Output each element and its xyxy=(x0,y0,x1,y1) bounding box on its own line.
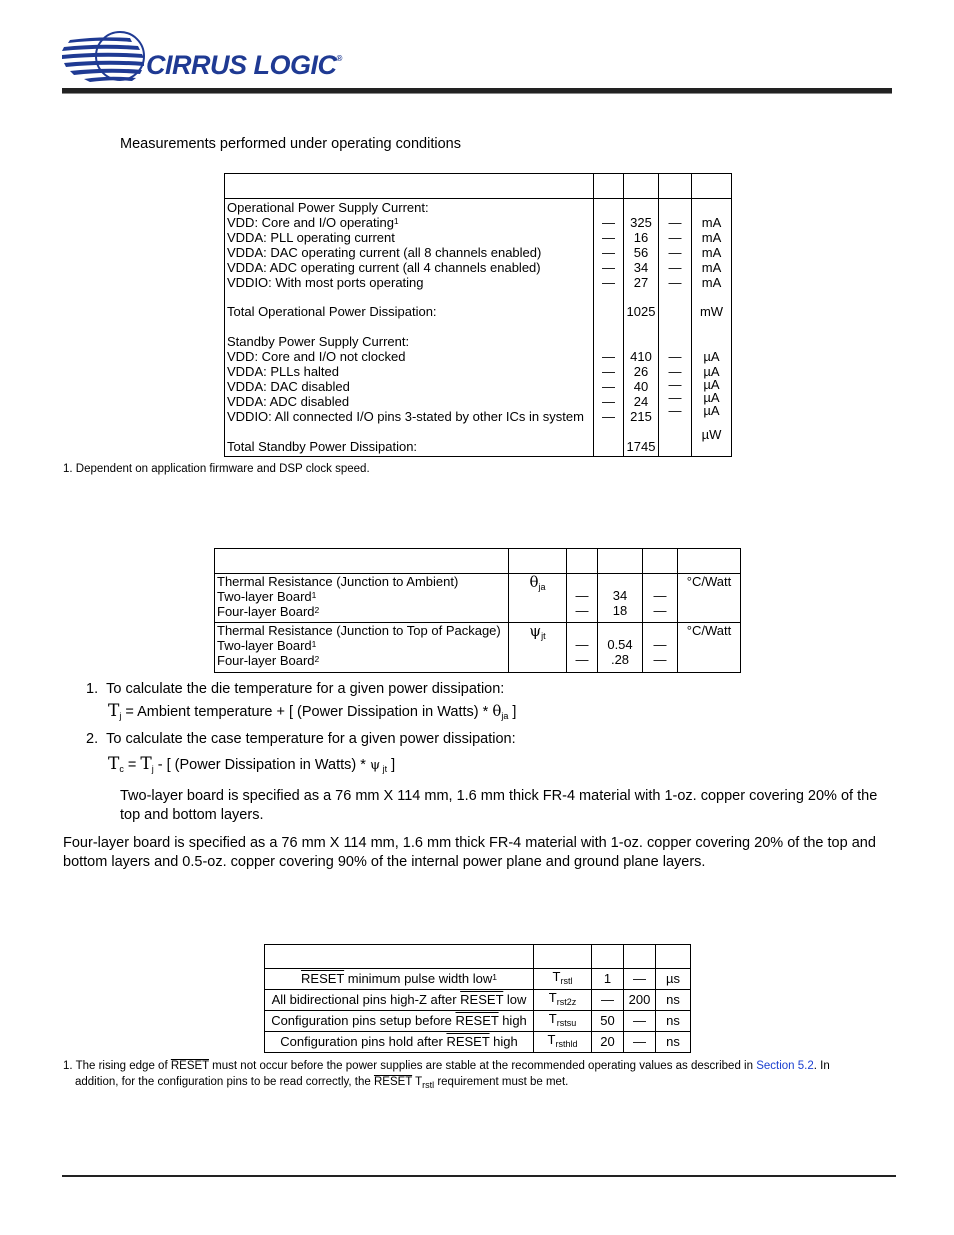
header-rule xyxy=(62,88,892,94)
reset-param-cell: RESET minimum pulse width low$^1$ xyxy=(265,969,534,990)
reset-symbol-cell: $T_{rst2z}$ xyxy=(534,990,592,1011)
thermal-unit-cell: °C/Watt xyxy=(678,622,741,673)
thermal-typ-cell: 34 18 xyxy=(598,574,643,623)
reset-unit-cell: µs xyxy=(656,969,691,990)
reset-table-header-row xyxy=(265,945,691,969)
power-unit-cell: mA mA mA mA mA mW µA µA µA µA µA µW xyxy=(692,199,732,457)
reset-row xyxy=(265,1011,691,1032)
thermal-min-cell: — — xyxy=(567,574,598,623)
reset-param-cell: Configuration pins hold after RESET high xyxy=(265,1032,534,1053)
footer-rule xyxy=(62,1175,896,1177)
thermal-typ-cell: 0.54 .28 xyxy=(598,622,643,673)
reset-param-cell: Configuration pins setup before RESET high xyxy=(265,1011,534,1032)
thermal-row-jt xyxy=(215,622,741,673)
thermal-row-ja xyxy=(215,574,741,623)
reset-param-cell: All bidirectional pins high-Z after RESET low xyxy=(265,990,534,1011)
reset-symbol-cell: $T_{rstsu}$ xyxy=(534,1011,592,1032)
reset-row xyxy=(265,969,691,990)
section-link[interactable]: Section 5.2 xyxy=(756,1060,814,1072)
reset-min-cell: 1 xyxy=(592,969,624,990)
reset-min-cell: 20 xyxy=(592,1032,624,1053)
reset-row xyxy=(265,990,691,1011)
thermal-param-cell: Thermal Resistance (Junction to Top of Package) Two-layer Board$^1$ Four-layer Board$^2$ xyxy=(215,622,509,673)
reset-min-cell: — xyxy=(592,990,624,1011)
four-layer-board-description: Four-layer board is specified as a 76 mm X 114 mm, 1.6 mm thick FR-4 material with 1-oz. copper covering 20% of the top and bottom layers and 0.5-oz. copper covering 90% of the internal power plane and ground plane layers. xyxy=(63,835,876,870)
reset-max-cell: — xyxy=(624,969,656,990)
reset-min-cell: 50 xyxy=(592,1011,624,1032)
thermal-symbol-cell: $\psi_{jt}$ xyxy=(509,622,567,673)
reset-unit-cell: ns xyxy=(656,990,691,1011)
case-temperature-equation: $T_c = T_j$ - [ (Power Dissipation in Watts) * ψ $_{jt}$ ] xyxy=(108,754,396,774)
power-min-cell: — — — — — — — — — — xyxy=(594,199,624,457)
power-caption: Measurements performed under operating conditions xyxy=(120,136,461,152)
reset-max-cell: — xyxy=(624,1032,656,1053)
thermal-max-cell: — — xyxy=(643,574,678,623)
reset-max-cell: — xyxy=(624,1011,656,1032)
die-temperature-equation: $T_j$ = Ambient temperature + [ (Power Dissipation in Watts) * $\theta_{ja}$ ] xyxy=(108,701,517,721)
power-typ-cell: 325 16 56 34 27 1025 410 26 40 24 215 1745 xyxy=(624,199,659,457)
reset-footnote: 1. The rising edge of RESET must not occur before the power supplies are stable at the recommended operating values as described in Section 5.2. In addition, for the configuration pins to be read correctly, the RESET $T_{rstl}$ requirement must be met. xyxy=(63,1060,830,1090)
thermal-symbol-cell: $\theta_{ja}$ xyxy=(509,574,567,623)
reset-timing-table xyxy=(264,944,691,1053)
power-table xyxy=(224,173,732,457)
thermal-param-cell: Thermal Resistance (Junction to Ambient) Two-layer Board$^1$ Four-layer Board$^2$ xyxy=(215,574,509,623)
power-footnote: 1. Dependent on application firmware and DSP clock speed. xyxy=(63,463,370,475)
thermal-table-header-row xyxy=(215,549,741,574)
reset-row xyxy=(265,1032,691,1053)
thermal-table xyxy=(214,548,741,673)
reset-symbol-cell: $T_{rsthld}$ xyxy=(534,1032,592,1053)
power-table-header-row xyxy=(225,174,732,199)
reset-unit-cell: ns xyxy=(656,1011,691,1032)
thermal-max-cell: — — xyxy=(643,622,678,673)
thermal-note-1: 1. To calculate the die temperature for a given power dissipation: xyxy=(86,681,505,697)
thermal-unit-cell: °C/Watt xyxy=(678,574,741,623)
reset-max-cell: 200 xyxy=(624,990,656,1011)
reset-unit-cell: ns xyxy=(656,1032,691,1053)
power-table-body-row xyxy=(225,199,732,457)
two-layer-board-description: Two-layer board is specified as a 76 mm X 114 mm, 1.6 mm thick FR-4 material with 1-oz. copper covering 20% of the top and bottom layers. xyxy=(120,788,878,823)
power-max-cell: — — — — — — — — — — xyxy=(659,199,692,457)
thermal-min-cell: — — xyxy=(567,622,598,673)
reset-symbol-cell: $T_{rstl}$ xyxy=(534,969,592,990)
thermal-note-2: 2. To calculate the case temperature for a given power dissipation: xyxy=(86,731,516,747)
logo-wordmark: CIRRUS LOGIC® xyxy=(146,50,342,80)
power-param-cell: Operational Power Supply Current: VDD: Core and I/O operating$^1$ VDDA: PLL operating current VDDA: DAC operating current (all 8 channels enabled) VDDA: ADC operating current (all 4 channels enabled) VDDIO: With most ports operating Total Operational Power Dissipation: Standby Power Supply Current: VDD: Core and I/O not clocked VDDA: PLLs halted VDDA: DAC disabled VDDA: ADC disabled VDDIO: All connected I/O pins 3-stated by other ICs in system Total Standby Power Dissipation: xyxy=(225,199,594,457)
